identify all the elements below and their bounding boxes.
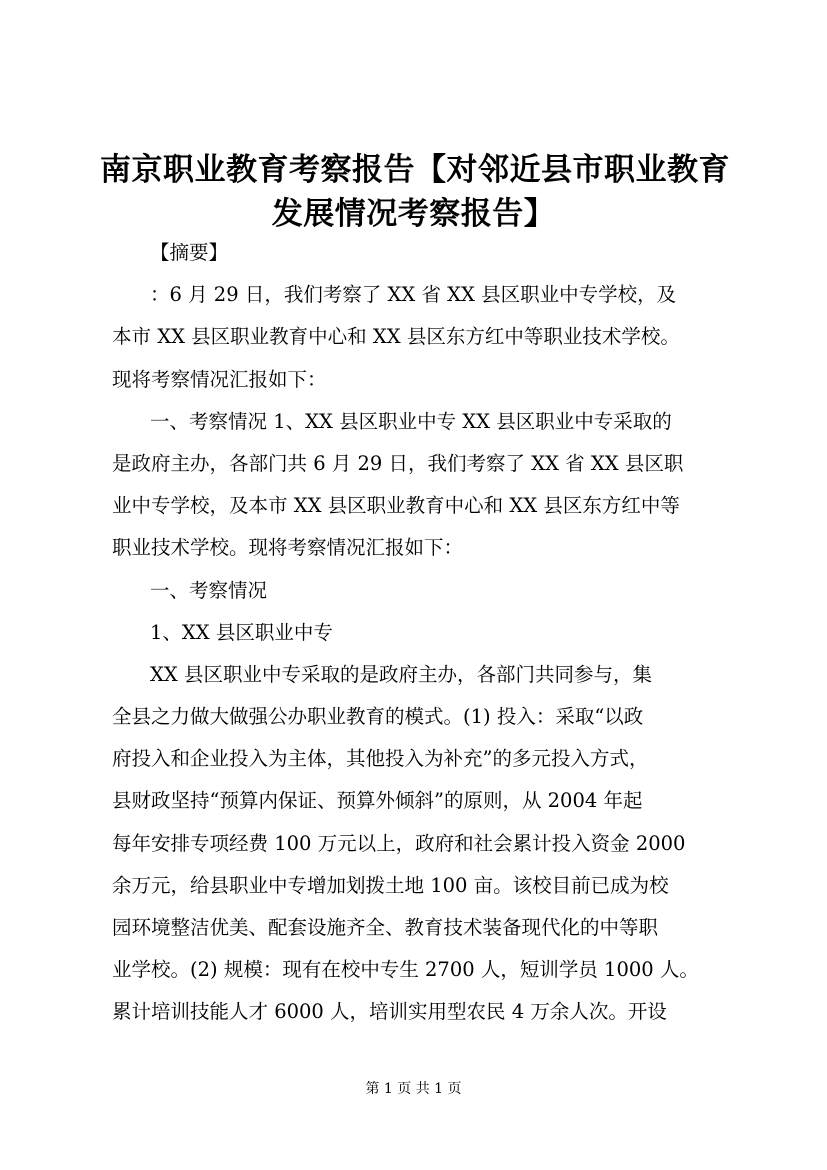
body-line: XX 县区职业中专采取的是政府主办，各部门共同参与，集: [150, 662, 652, 686]
body-line: 县财政坚持“预算内保证、预算外倾斜”的原则，从 2004 年起: [112, 789, 643, 813]
body-line: 一、考察情况: [150, 578, 268, 602]
body-line: 1、XX 县区职业中专: [150, 620, 333, 644]
document-title: [100, 148, 730, 236]
document-body: [112, 232, 732, 1034]
body-line: 现将考察情况汇报如下：: [112, 367, 327, 391]
body-line: 职业技术学校。现将考察情况汇报如下：: [112, 536, 464, 560]
body-line: 全县之力做大做强公办职业教育的模式。(1) 投入：采取“以政: [112, 705, 644, 729]
body-line: 余万元，给县职业中专增加划拨土地 100 亩。该校目前已成为校: [112, 873, 669, 897]
body-line: 本市 XX 县区职业教育中心和 XX 县区东方红中等职业技术学校。: [112, 325, 680, 349]
body-line: 业中专学校，及本市 XX 县区职业教育中心和 XX 县区东方红中等: [112, 494, 680, 518]
title-line-2: 发展情况考察报告】: [271, 196, 556, 232]
body-line: 是政府主办，各部门共 6 月 29 日，我们考察了 XX 省 XX 县区职: [112, 451, 684, 475]
body-line: ：6 月 29 日，我们考察了 XX 省 XX 县区职业中专学校，及: [150, 283, 677, 307]
title-line-1: 南京职业教育考察报告【对邻近县市职业教育: [100, 152, 730, 188]
body-line: 府投入和企业投入为主体，其他投入为补充”的多元投入方式，: [112, 747, 649, 771]
body-line: 累计培训技能人才 6000 人，培训实用型农民 4 万余人次。开设: [112, 1000, 667, 1024]
body-line: 一、考察情况 1、XX 县区职业中专 XX 县区职业中专采取的: [150, 409, 672, 433]
body-line: 园环境整洁优美、配套设施齐全、教育技术装备现代化的中等职: [112, 916, 659, 939]
body-line: 每年安排专项经费 100 万元以上，政府和社会累计投入资金 2000: [112, 831, 686, 855]
body-line: 【摘要】: [150, 241, 229, 264]
page-footer: 第 1 页 共 1 页: [365, 1081, 462, 1097]
body-line: 业学校。(2) 规模：现有在校中专生 2700 人，短训学员 1000 人。: [112, 958, 699, 982]
